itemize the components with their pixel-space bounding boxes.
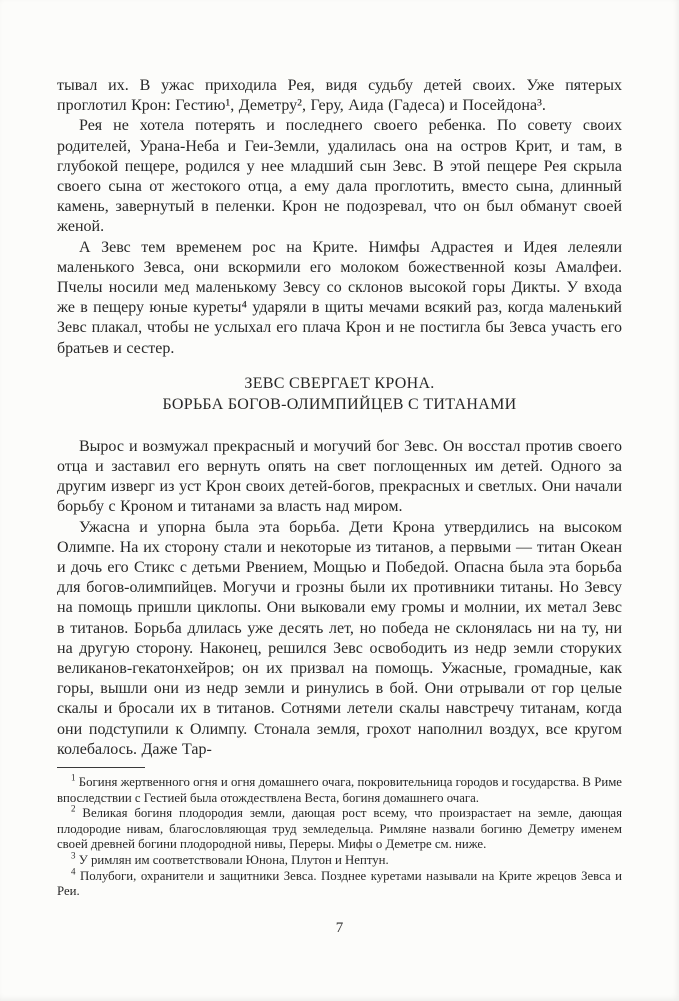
paragraph-continued: тывал их. В ужас приходила Рея, видя судьбу детей своих. Уже пятерых проглотил Крон: Гестию¹, Деметру², Геру, Аида (Гадеса) и Посейдона³.: [57, 77, 622, 115]
footnote-text: Богиня жертвенного огня и огня домашнего очага, покровительница городов и государства. В Риме впоследствии с Гестией была отождествлена Веста, богиня домашнего очага.: [57, 775, 622, 805]
footnote-marker: 4: [71, 866, 76, 877]
footnote-text: У римлян им соответствовали Юнона, Плутон и Нептун.: [75, 853, 389, 868]
footnote-marker: 2: [71, 804, 76, 815]
footnote-marker: 1: [71, 772, 76, 783]
footnote-1: [57, 772, 622, 806]
footnote-3: [57, 850, 622, 869]
chapter-heading: [57, 373, 622, 415]
body-text: [57, 76, 622, 359]
paragraph: А Зевс тем временем рос на Крите. Нимфы Адрастея и Идея лелеяли маленького Зевса, они вскормили его молоком божественной козы Амалфеи. Пчелы носили мед маленькому Зевсу со склонов высокой горы Дикты. У входа же в пещеру юные куреты⁴ ударяли в щиты мечами всякий раз, когда маленький Зевс плакал, чтобы не услыхал его плача Крон и не постигла бы Зевса участь его братьев и сестер.: [57, 238, 622, 357]
paragraph: Рея не хотела потерять и последнего своего ребенка. По совету своих родителей, Урана-Неба и Геи-Земли, удалилась она на остров Крит, и там, в глубокой пещере, родился у нее младший сын Зевс. В этой пещере Рея скрыла своего сына от жестокого отца, а ему дала проглотить, вместо сына, длинный камень, завернутый в пеленки. Крон не подозревал, что он был обманут своей женой.: [57, 117, 622, 236]
footnote-text: Великая богиня плодородия земли, дающая рост всему, что произрастает на земле, дающая плодородие нивам, благословляющая труд земледельца. Римляне назвали богиню Деметру именем своей древней богини плодородной нивы, Переры. Мифы о Деметре см. ниже.: [57, 806, 622, 852]
body-text-continued: [57, 437, 622, 760]
footnote-separator: [57, 767, 145, 768]
paragraph: Вырос и возмужал прекрасный и могучий бог Зевс. Он восстал против своего отца и заставил его вернуть опять на свет поглощенных им детей. Одного за другим изверг из уст Крон своих детей-богов, прекрасных и светлых. Они начали борьбу с Кроном и титанами за власть над миром.: [57, 437, 622, 516]
page-number: 7: [335, 919, 344, 936]
paragraph: Ужасна и упорна была эта борьба. Дети Крона утвердились на высоком Олимпе. На их сторону стали и некоторые из титанов, а первыми — титан Океан и дочь его Стикс с детьми Рвением, Мощью и Победой. Опасна была эта борьба для богов-олимпийцев. Могучи и грозны были их противники титаны. Но Зевсу на помощь пришли циклопы. Они выковали ему громы и молнии, их метал Зевс в титанов. Борьба длилась уже десять лет, но победа не склонялась ни на ту, ни на другую сторону. Наконец, решился Зевс освободить из недр земли сторуких великанов-гекатонхейров; он их призвал на помощь. Ужасные, громадные, как горы, вышли они из недр земли и ринулись в бой. Они отрывали от гор целые скалы и бросали их в титанов. Сотнями летели скалы навстречу титанам, когда они подступили к Олимпу. Стонала земля, грохот наполнил воздух, все кругом колебалось. Даже Тар-: [57, 518, 622, 758]
chapter-heading-line1: ЗЕВС СВЕРГАЕТ КРОНА.: [244, 374, 435, 392]
footnote-marker: 3: [71, 850, 76, 861]
footnote-4: [57, 866, 622, 900]
footnote-2: [57, 806, 622, 853]
footnote-text: Полубоги, охранители и защитники Зевса. Позднее куретами называли на Крите жрецов Зевса и Реи.: [57, 868, 622, 899]
chapter-heading-line2: БОРЬБА БОГОВ-ОЛИМПИЙЦЕВ С ТИТАНАМИ: [162, 395, 517, 413]
footnotes: [57, 772, 622, 900]
